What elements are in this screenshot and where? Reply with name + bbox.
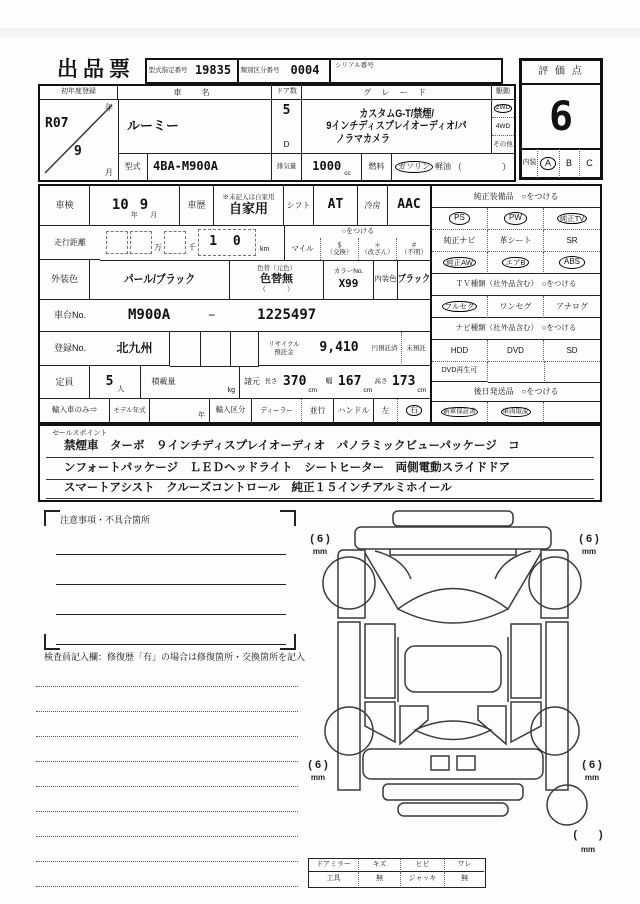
history-cell (214, 186, 284, 226)
color-change-paren: （ ） (259, 285, 294, 293)
sales-points-label: セールスポイント (52, 430, 108, 437)
shift-label: シフト (284, 186, 314, 226)
displacement-cell (302, 154, 362, 180)
mirror-tools-table (308, 858, 486, 888)
grade-line1: カスタムG-T/禁煙/ (359, 107, 434, 120)
drive-other: その他 (492, 136, 514, 154)
ac-label: 冷房 (358, 186, 388, 226)
mileage-sen: 千 (188, 243, 196, 252)
equip-navi: 純正ナビ (432, 230, 488, 252)
tread-front-left: ( 6 ) (310, 533, 330, 545)
mileage-unit: km (260, 246, 270, 253)
car-name-value: ルーミー (118, 100, 272, 154)
displacement-unit: cc (344, 169, 351, 177)
grade-cell (302, 100, 492, 154)
navi-hdd: HDD (432, 340, 488, 362)
model-designation-label: 型式指定番号 (148, 67, 188, 75)
mileage-flags (284, 226, 431, 261)
ac-value: AAC (388, 186, 430, 226)
grade-line2: 9インチディスプレイオーディオ/パ (326, 120, 467, 133)
import-dealer: ディーラー (252, 399, 302, 422)
tv-analog: アナログ (544, 296, 600, 318)
mileage-boxes (100, 226, 284, 261)
length-cell (278, 366, 322, 399)
grade-label: グ レ ー ド (302, 86, 492, 100)
first-reg-year-unit: 年 (105, 103, 113, 112)
sales-line-2: ンフォートパッケージ ＬＥＤヘッドライト シートヒーター 両側電動スライドドア (46, 458, 594, 480)
equip-abs: ABS (544, 252, 600, 274)
navi-dvd: DVD (488, 340, 544, 362)
car-name-label: 車 名 (118, 86, 272, 100)
mirror-crack: ヒビ (401, 859, 445, 872)
inspector-line (36, 736, 298, 737)
jack-label: ジャッキ (401, 872, 445, 886)
shaken-month-unit: 月 (150, 211, 158, 219)
displacement-label: 排気量 (272, 154, 302, 180)
doors-cell (272, 100, 302, 154)
ext-color-label: 外装色 (40, 260, 90, 300)
notes-line (56, 614, 286, 615)
grade-line3: ノラマカメラ (335, 132, 391, 145)
class-code-label: 類別区分番号 (240, 67, 280, 75)
load-unit: kg (227, 386, 235, 394)
first-reg-month-unit: 月 (105, 168, 113, 177)
first-reg-cell (40, 100, 119, 180)
serial-label: シリアル番号 (335, 62, 374, 69)
dim-label: 諸元 (240, 366, 264, 399)
width-unit: cm (363, 386, 373, 394)
recycle-label: リサイクル 預託金 (258, 332, 310, 366)
mileage-value: 1 0 (198, 229, 256, 256)
equip-tv: 純正TV (544, 208, 600, 230)
fuel-cell (392, 154, 514, 180)
serial-box (331, 58, 503, 84)
capacity-label: 定員 (40, 366, 90, 399)
inspector-line (36, 811, 298, 812)
int-color-label: 内装色 (374, 260, 398, 300)
notes-line (56, 644, 286, 645)
flag-tamper: ＊ （改ざん） (359, 238, 397, 260)
tread-spare-unit: mm (580, 845, 596, 854)
height-cell (388, 366, 430, 399)
doors-count: 5 (282, 103, 291, 118)
bracket-bl (44, 634, 60, 650)
mirror-break: ワレ (445, 859, 484, 872)
navi-dvd-play: DVD再生可 (432, 362, 488, 382)
tools-label: 工具 (309, 872, 359, 886)
history-value: 自家用 (228, 200, 268, 216)
interior-grade-c: C (586, 158, 593, 169)
flag-unknown: ＃ （不明） (401, 241, 427, 256)
length-value: 370 (282, 373, 307, 389)
shaken-month: 9 (139, 197, 149, 214)
scan-artifact (0, 28, 640, 38)
width-cell (336, 366, 374, 399)
color-no-label: カラーNo. (333, 268, 364, 276)
fuel-diesel: 軽油 (435, 162, 451, 172)
inspector-line (36, 861, 298, 862)
car-diagram (305, 506, 605, 858)
color-change-value: 色替無 (260, 272, 293, 285)
color-change-cell (230, 260, 324, 300)
tread-rear-left-unit: mm (310, 773, 326, 782)
mileage-label: 走行距離 (40, 226, 100, 260)
interior-grade-label: 内装 (523, 149, 538, 178)
history-label: 車歴 (180, 186, 214, 226)
history-note: ※未記入は自家用 (222, 194, 275, 202)
mileage-circle-header: ○をつける (341, 227, 375, 235)
inspector-line (36, 786, 298, 787)
tv-oneseg: ワンセグ (488, 296, 544, 318)
bracket-tl (44, 510, 60, 526)
inspector-line (36, 836, 298, 837)
vehicle-table (38, 84, 516, 182)
sales-line-3: スマートアシスト クルーズコントロール 純正１５インチアルミホイール (46, 480, 594, 499)
bracket-br (280, 634, 296, 650)
bracket-tr (280, 510, 296, 526)
tv-type-header: ＴＶ種類（社外品含む） ○をつける (432, 274, 600, 296)
inspector-line (36, 711, 298, 712)
later-empty (544, 402, 600, 422)
chassis-dash: − (208, 307, 216, 322)
height-value: 173 (391, 373, 416, 389)
tread-rear-right: ( 6 ) (582, 759, 602, 771)
import-parallel: 並行 (302, 399, 334, 422)
drive-2wd: 2WD (492, 100, 514, 118)
first-reg-month: 9 (74, 144, 82, 159)
model-year-label: モデル年式 (110, 399, 150, 422)
score-value: 6 (548, 93, 574, 140)
import-label: 輸入車のみ⇒ (40, 399, 110, 422)
navi-empty-2 (544, 362, 600, 383)
equip-sr: SR (544, 230, 600, 252)
inspector-line (36, 761, 298, 762)
import-class-label: 輸入区分 (210, 399, 252, 422)
tread-front-right-unit: mm (581, 547, 597, 556)
recycle-unit: 円預託済 (368, 332, 402, 366)
ext-color-value: パール/ブラック (90, 260, 230, 300)
drive-4wd: 4WD (492, 118, 514, 136)
chassis-cell (100, 300, 430, 332)
equip-ps: PS (432, 208, 488, 230)
inspector-label: 検査員記入欄：修復歴「有」の場合は修復箇所・交換箇所を記入 (44, 651, 306, 662)
color-change-label: 色替（元色） (257, 265, 296, 273)
tools-none-1: 無 (359, 872, 401, 886)
first-reg-year: R07 (45, 116, 69, 131)
sales-points-box (38, 424, 602, 502)
load-cell (186, 366, 240, 399)
model-year-unit: 年 (198, 411, 205, 419)
mirror-scratch: キズ (359, 859, 401, 872)
model-code-value: 4BA-M900A (148, 154, 272, 180)
navi-sd: SD (544, 340, 600, 362)
jack-none: 無 (461, 874, 468, 882)
int-color-value: ブラック (398, 260, 430, 300)
page-title: 出品票 (57, 57, 135, 81)
fuel-paren-open: （ (453, 161, 463, 172)
shift-value: AT (314, 186, 358, 226)
width-value: 167 (337, 373, 362, 389)
reg-empty-2 (200, 332, 231, 367)
sales-line-1: 禁煙車 ターボ ９インチディスプレイオーディオ パノラミックビューパッケージ コ (46, 436, 594, 458)
details-table (38, 184, 602, 424)
later-warranty: 新車保証書 (432, 402, 488, 422)
reg-label: 登録No. (40, 332, 100, 366)
length-label: 長さ (264, 366, 278, 399)
equip-airbag: エアB (488, 252, 544, 274)
height-unit: cm (417, 386, 427, 394)
fuel-label: 燃料 (362, 154, 392, 180)
flag-mile: マイル (285, 238, 321, 260)
interior-grade-b: B (560, 149, 580, 178)
equipment-column (430, 186, 600, 422)
chassis-left: M900A (128, 307, 171, 324)
later-shipment-header: 後日発送品 ○をつける (432, 382, 600, 402)
tread-front-right: ( 6 ) (579, 533, 599, 545)
drive-label: 駆動 (492, 86, 514, 100)
doors-sub: D (283, 139, 290, 149)
equip-leather: 革シート (488, 230, 544, 252)
doors-label: ドア数 (272, 86, 302, 100)
recycle-value: 9,410 (310, 332, 368, 366)
notes-area (44, 510, 296, 650)
model-designation-box (145, 58, 239, 84)
handle-right: 右 (398, 399, 430, 422)
tread-rear-right-unit: mm (584, 773, 600, 782)
chassis-label: 車台No. (40, 300, 100, 332)
notes-line (56, 554, 286, 555)
recycle-none: 未預託 (402, 332, 430, 366)
score-label: 評 価 点 (522, 61, 600, 85)
interior-grade-a: A (538, 149, 560, 178)
class-code-value: 0004 (290, 63, 320, 78)
color-no-cell (324, 260, 374, 300)
shaken-cell (90, 186, 180, 226)
navi-type-header: ナビ種類（社外品含む） ○をつける (432, 318, 600, 340)
tv-fullseg: フルセグ (432, 296, 488, 318)
class-code-box (239, 58, 331, 84)
fuel-paren-close: ） (501, 161, 511, 172)
height-label: 高さ (374, 366, 388, 399)
notes-label: 注意事項・不具合箇所 (60, 515, 151, 525)
first-reg-label: 初年度登録 (40, 86, 118, 100)
load-label: 積載量 (140, 366, 186, 399)
width-label: 幅 (322, 366, 336, 399)
equip-pw: PW (488, 208, 544, 230)
tread-rear-left: ( 6 ) (308, 759, 328, 771)
mileage-man: 万 (154, 243, 162, 252)
shaken-year: 10 (111, 197, 129, 214)
model-code-label: 型式 (118, 154, 148, 180)
reg-empty-3 (230, 332, 259, 367)
fuel-gasoline: ガソリン (395, 161, 433, 173)
score-box (519, 58, 603, 180)
equip-aw: 純正AW (432, 252, 488, 274)
inspector-line (36, 686, 298, 687)
inspector-line (36, 886, 298, 887)
reg-value: 北九州 (100, 332, 170, 366)
tread-front-left-unit: mm (312, 547, 328, 556)
genuine-equipment-header: 純正装備品 ○をつける (432, 186, 600, 208)
handle-left: 左 (374, 399, 398, 422)
shaken-year-unit: 年 (130, 211, 138, 219)
color-no-value: X99 (338, 276, 359, 290)
model-designation-value: 19835 (194, 63, 232, 78)
capacity-value: 5 (105, 373, 114, 389)
chassis-right: 1225497 (257, 307, 317, 324)
capacity-cell (90, 366, 140, 399)
handle-label: ハンドル (334, 399, 374, 422)
reg-empty-1 (170, 332, 201, 367)
navi-empty-1 (488, 362, 545, 383)
capacity-unit: 人 (117, 385, 125, 393)
shaken-label: 車検 (40, 186, 90, 226)
length-unit: cm (308, 386, 318, 394)
mirror-label: ドアミラー (309, 859, 359, 872)
model-year-cell (150, 399, 210, 422)
displacement-value: 1000 (312, 159, 342, 174)
later-manual: 車両取説 (488, 402, 544, 422)
tread-spare: ( ) (573, 829, 603, 841)
notes-line (56, 584, 286, 585)
flag-exchange: ＄ （交換） (321, 238, 359, 260)
